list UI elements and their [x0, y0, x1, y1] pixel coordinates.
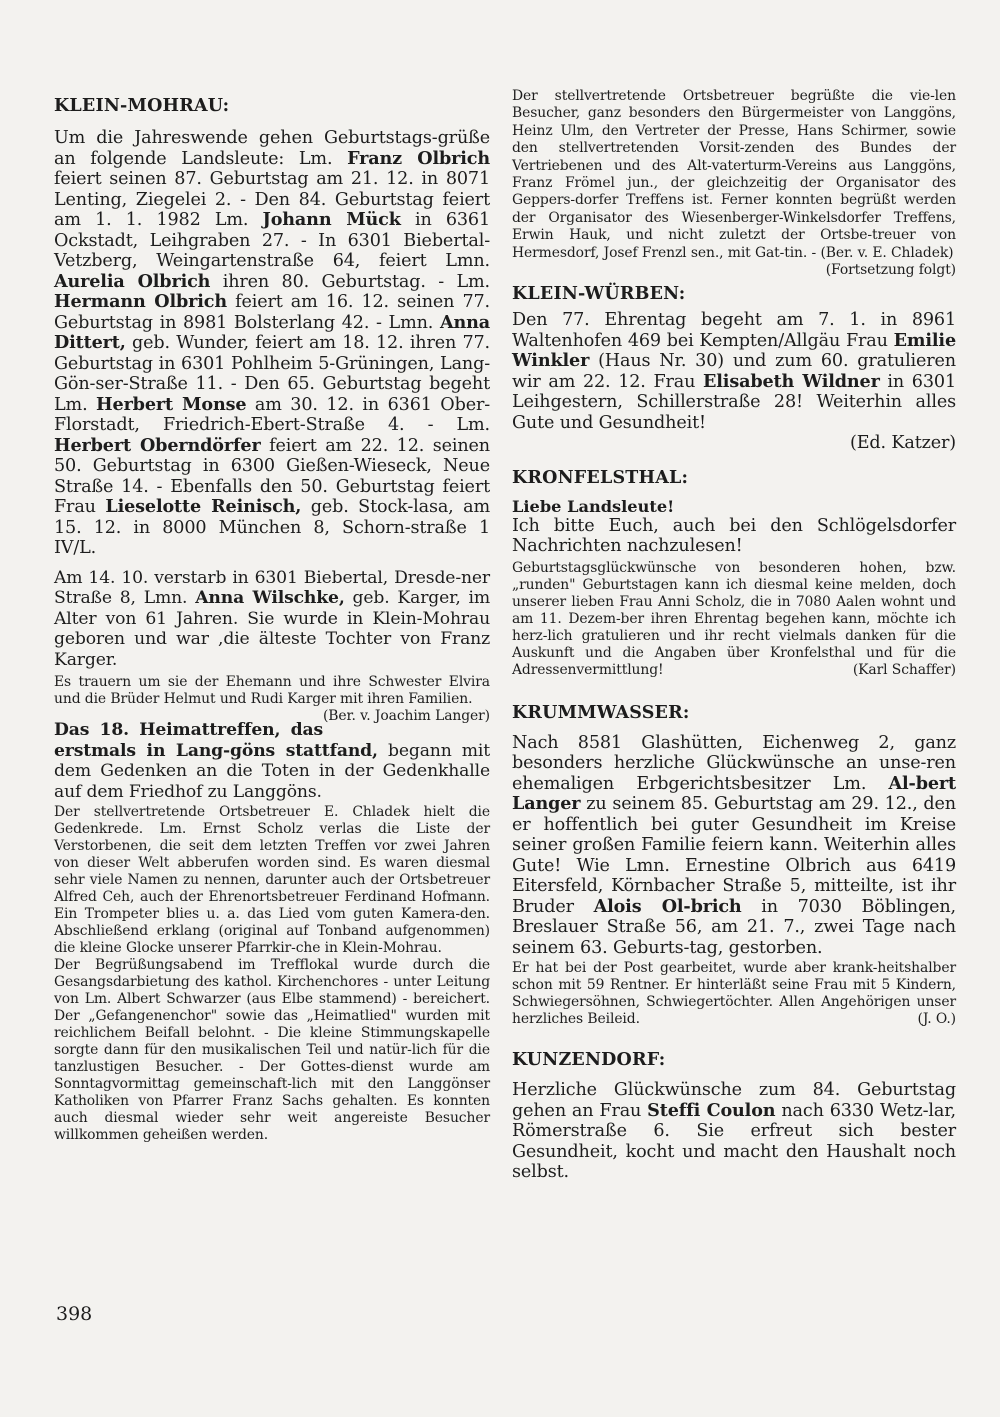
- heimattreffen-text-2: Der Begrüßungsabend im Trefflokal wurde durch die Gesangsdarbietung des kathol. Kirchenchores - unter Leitung von Lm. Albert Schwarzer (aus Elbe stammend) - bereichert. Der „Gefangenenchor" sowie das „Heimatlied" wurden mit reichlichem Beifall belohnt. - Die kleine Stimmungskapelle sorgte dann für den musikalischen Teil und natür-lich für die tanzlustigen Besucher. - Der Gottes-dienst wurde am Sonntagvormittag gemeinschaft-lich mit den Langgönser Katholiken von Pfarrer Franz Sachs gehalten. Es konnten auch diesmal wieder sehr weit angereiste Besucher willkommen geheißen werden.: [54, 957, 490, 1143]
- kronfelsthal-credit: (Karl Schaffer): [852, 661, 956, 678]
- klein-mohrau-heading: KLEIN-MOHRAU:: [54, 96, 230, 116]
- bold-name: Herbert Oberndörfer: [54, 434, 261, 456]
- bold-name: Anna Wilschke,: [195, 588, 345, 608]
- bold-name: Emilie Winkler: [512, 329, 956, 372]
- krummwasser-text: Nach 8581 Glashütten, Eichenweg 2, ganz besonders herzliche Glückwünsche an unse-ren ehemaligen Erbgerichtsbesitzer Lm. Al-bert Langer zu seinem 85. Geburtstag am 29. 12., den er hoffentlich bei guter Gesundheit im Kreise seiner großen Familie feiern kann. Weiterhin alles Gute! Wie Lmn. Ernestine Olbrich aus 6419 Eitersfeld, Körnbacher Straße 5, mitteilte, ist ihr Bruder Alois Ol-brich in 7030 Böblingen, Breslauer Straße 56, am 21. 7., zwei Tage nach seinem 63. Geburts-tag, gestorben.: [512, 732, 956, 958]
- krummwasser-credit: (J. O.): [917, 1011, 956, 1028]
- bold-name: Lieselotte Reinisch,: [105, 496, 302, 517]
- kronfelsthal-appeal: Ich bitte Euch, auch bei den Schlögelsdorfer Nachrichten nachzulesen!: [512, 515, 956, 557]
- left-column: [54, 90, 490, 1144]
- heimattreffen-text-1: Der stellvertretende Ortsbetreuer E. Chladek hielt die Gedenkrede. Lm. Ernst Scholz verlas die Liste der Verstorbenen, die seit dem letzten Treffen vor zwei Jahren von dieser Welt abberufen worden sind. Es waren diesmal sehr viele Namen zu nennen, darunter auch der Ortsbetreuer Alfred Ceh, auch der Ehrenortsbetreuer Ferdinand Hofmann. Ein Trompeter blies u. a. das Lied vom guten Kamera-den. Abschließend erklang (original auf Tonband aufgenommen) die kleine Glocke unserer Pfarrkir-che in Klein-Mohrau.: [54, 804, 490, 956]
- bold-name: Hermann Olbrich: [54, 291, 228, 312]
- bold-name: Aurelia Olbrich: [54, 270, 211, 292]
- kronfelsthal-text: [512, 560, 956, 679]
- kunzendorf-heading: KUNZENDORF:: [512, 1050, 666, 1071]
- bold-name: Elisabeth Wildner: [703, 370, 880, 392]
- page-number: 398: [56, 1303, 93, 1325]
- krummwasser-small: [512, 960, 956, 1028]
- bold-name: Franz Olbrich: [347, 147, 490, 169]
- krummwasser-small-text: Er hat bei der Post gearbeitet, wurde aber krank-heitshalber schon mit 59 Rentner. Er hinterläßt seine Frau mit 5 Kindern, Schwiegersöhnen, Schwiegertöchter. Allen Angehörigen unser herzliches Beileid.: [512, 960, 956, 1028]
- mourners-credit: (Ber. v. Joachim Langer): [322, 708, 490, 724]
- bold-name: Anna Dittert,: [54, 311, 490, 353]
- heimattreffen-intro: Das 18. Heimattreffen, das erstmals in Lang-göns stattfand, begann mit dem Gedenken an die Toten in der Gedenkhalle auf dem Friedhof zu Langgöns.: [54, 720, 490, 802]
- kronfelsthal-salutation: Liebe Landsleute!: [512, 496, 675, 516]
- kunzendorf-text: Herzliche Glückwünsche zum 84. Geburtstag gehen an Frau Steffi Coulon nach 6330 Wetz-lar, Römerstraße 6. Sie erfreut sich bester Gesundheit, kocht und macht den Haushalt noch selbst.: [512, 1080, 957, 1183]
- klein-wuerben-text: Den 77. Ehrentag begeht am 7. 1. in 8961 Waltenhofen 469 bei Kempten/Allgäu Frau Emilie Winkler (Haus Nr. 30) und zum 60. gratulieren wir am 22. 12. Frau Elisabeth Wildner in 6301 Leihgestern, Schillerstraße 28! Weiterhin alles Gute und Gesundheit!: [512, 310, 956, 433]
- klein-mohrau-death-notice: Am 14. 10. verstarb in 6301 Biebertal, Dresde-ner Straße 8, Lmn. Anna Wilschke, geb. Karger, im Alter von 61 Jahren. Sie wurde in Klein-Mohrau geboren und war ,die älteste Tochter von Franz Karger.: [54, 567, 490, 670]
- kronfelsthal-body: Geburtstagsglückwünsche von besonderen hohen, bzw. „runden" Geburtstagen kann ich diesmal keine melden, doch unserer lieben Frau Anni Scholz, die in 7080 Aalen wohnt und am 11. Dezem-ber ihren Ehrentag begehen kann, möchte ich herz-lich gratulieren und ihr recht vielmals danken für die Auskunft und die Angaben über Kronfelsthal und für die Adressenvermittlung!: [512, 559, 956, 678]
- klein-wuerben-heading: KLEIN-WÜRBEN:: [512, 284, 686, 305]
- klein-wuerben-credit: (Ed. Katzer): [849, 433, 956, 454]
- continuation-text: Der stellvertretende Ortsbetreuer begrüßte die vie-len Besucher, ganz besonders den Bürgermeister von Langgöns, Heinz Ulm, den Vertreter der Presse, Hans Schirmer, sowie den stellvertretenden Vorsit-zenden des Bundes der Vertriebenen und des Alt-vaterturm-Vereins aus Langgöns, Franz Frömel jun., der gleichzeitig der Organisator des Geppers-dorfer Treffens ist. Ferner konnten begrüßt werden der Organisator des Wiesenberger-Winkelsdorfer Treffens, Erwin Hauk, und nicht zuletzt der Ortsbe-treuer von Hermesdorf, Josef Frenzl sen., mit Gat-tin. - (Ber. v. E. Chladek): [512, 88, 956, 261]
- bold-name: Herbert Monse: [96, 393, 247, 415]
- klein-mohrau-continuation: [512, 88, 956, 279]
- bold-name: Johann Mück: [262, 209, 401, 230]
- bold-name: Das 18. Heimattreffen, das erstmals in Lang-göns stattfand,: [54, 720, 378, 761]
- bold-name: Al-bert Langer: [512, 772, 956, 815]
- klein-mohrau-birthdays: Um die Jahreswende gehen Geburtstags-grüße an folgende Landsleute: Lm. Franz Olbrich feiert seinen 87. Geburtstag am 21. 12. in 8071 Lenting, Ziegelei 2. - Den 84. Geburtstag feiert am 1. 1. 1982 Lm. Johann Mück in 6361 Ockstadt, Leihgraben 27. - In 6301 Biebertal-Vetzberg, Weingartenstraße 64, feiert Lmn. Aurelia Olbrich ihren 80. Geburtstag. - Lm. Hermann Olbrich feiert am 16. 12. seinen 77. Geburtstag in 8981 Bolsterlang 42. - Lmn. Anna Dittert, geb. Wunder, feiert am 18. 12. ihren 77. Geburtstag in 6301 Pohlheim 5-Grüningen, Lang-Gön-ser-Straße 11. - Den 65. Geburtstag begeht Lm. Herbert Monse am 30. 12. in 6361 Ober-Florstadt, Friedrich-Ebert-Straße 4. - Lm. Herbert Oberndörfer feiert am 22. 12. seinen 50. Geburtstag in 6300 Gießen-Wieseck, Neue Straße 14. - Ebenfalls den 50. Geburtstag feiert Frau Lieselotte Reinisch, geb. Stock-lasa, am 15. 12. in 8000 München 8, Schorn-straße 1 IV/L.: [54, 128, 491, 558]
- klein-mohrau-mourners: [54, 674, 490, 724]
- krummwasser-heading: KRUMMWASSER:: [512, 702, 690, 723]
- bold-name: Alois Ol-brich: [593, 895, 742, 917]
- bold-name: Steffi Coulon: [647, 1099, 776, 1121]
- kronfelsthal-heading: KRONFELSTHAL:: [512, 467, 689, 488]
- right-column: [512, 88, 956, 1183]
- mourners-text: Es trauern um sie der Ehemann und ihre Schwester Elvira und die Brüder Helmut und Rudi Karger mit ihren Familien.: [54, 674, 490, 707]
- continuation-note: (Fortsetzung folgt): [825, 262, 956, 279]
